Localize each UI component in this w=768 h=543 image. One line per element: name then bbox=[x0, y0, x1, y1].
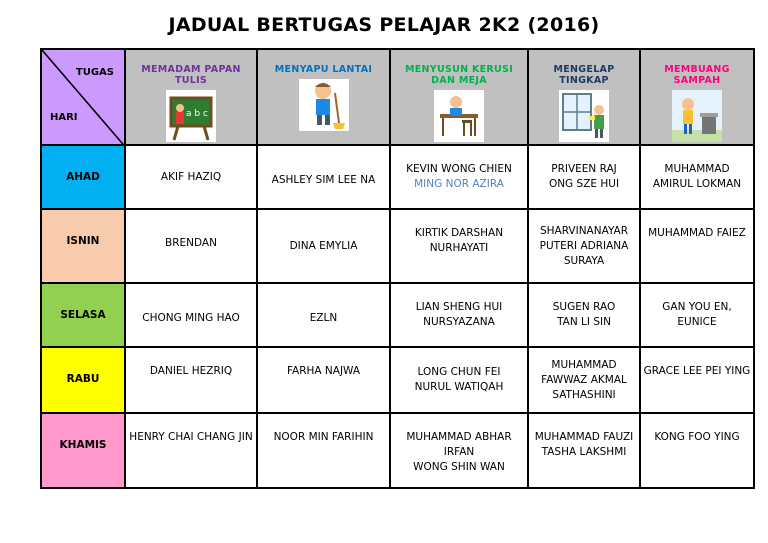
duty-label: MENYAPU LANTAI bbox=[274, 64, 373, 75]
student-name: SHARVINANAYAR bbox=[539, 224, 629, 237]
roster-cell bbox=[640, 283, 754, 347]
student-name: AKIF HAZIQ bbox=[160, 170, 222, 183]
roster-cell bbox=[257, 283, 390, 347]
student-name: KONG FOO YING bbox=[654, 431, 740, 443]
student-name: GAN YOU EN, bbox=[662, 301, 732, 313]
blackboard-cleaning-icon bbox=[166, 90, 216, 142]
roster-cell bbox=[125, 347, 257, 413]
roster-cell bbox=[125, 145, 257, 209]
student-name: SATHASHINI bbox=[552, 388, 616, 401]
roster-cell bbox=[640, 209, 754, 283]
student-name: MUHAMMAD FAUZI bbox=[534, 431, 634, 443]
student-name: FAWWAZ AKMAL bbox=[541, 373, 627, 386]
duty-header-blackboard bbox=[125, 49, 257, 145]
duty-label: MENGELAP TINGKAP bbox=[553, 64, 615, 86]
student-name: AMIRUL LOKMAN bbox=[652, 178, 742, 190]
day-row-ahad bbox=[41, 145, 754, 209]
corner-header bbox=[41, 49, 125, 145]
roster-cell bbox=[125, 413, 257, 488]
student-name: MING NOR AZIRA bbox=[414, 178, 504, 190]
roster-cell bbox=[390, 145, 528, 209]
page-title: JADUAL BERTUGAS PELAJAR 2K2 (2016) bbox=[168, 14, 600, 36]
arranging-chairs-icon bbox=[434, 90, 484, 142]
student-name: NURHAYATI bbox=[429, 242, 489, 254]
student-name: KEVIN WONG CHIEN bbox=[406, 163, 512, 175]
student-name: IRFAN bbox=[443, 446, 475, 458]
student-name: EZLN bbox=[309, 311, 338, 324]
duty-header-chairs bbox=[390, 49, 528, 145]
duty-axis-label: TUGAS bbox=[75, 67, 114, 78]
roster-cell bbox=[125, 209, 257, 283]
day-row-khamis bbox=[41, 413, 754, 488]
day-row-isnin bbox=[41, 209, 754, 283]
day-label: AHAD bbox=[41, 145, 125, 209]
duty-roster-table bbox=[40, 48, 755, 489]
day-row-rabu bbox=[41, 347, 754, 413]
roster-cell bbox=[640, 347, 754, 413]
throwing-rubbish-icon bbox=[672, 90, 722, 142]
student-name: KIRTIK DARSHAN bbox=[414, 227, 504, 239]
day-label: SELASA bbox=[41, 283, 125, 347]
student-name: TASHA LAKSHMI bbox=[541, 446, 627, 458]
roster-cell bbox=[257, 347, 390, 413]
roster-cell bbox=[528, 413, 640, 488]
student-name: MUHAMMAD ABHAR bbox=[406, 431, 512, 443]
student-name: MUHAMMAD bbox=[551, 358, 617, 371]
student-name: PUTERI ADRIANA bbox=[539, 239, 629, 252]
day-axis-label: HARI bbox=[50, 112, 78, 123]
duty-label: MEMADAM PAPAN TULIS bbox=[141, 64, 241, 86]
sweeping-floor-icon bbox=[299, 79, 349, 131]
student-name: GRACE LEE PEI YING bbox=[643, 365, 751, 377]
student-name: EUNICE bbox=[677, 316, 717, 328]
roster-cell bbox=[257, 413, 390, 488]
day-row-selasa bbox=[41, 283, 754, 347]
duty-header-window bbox=[528, 49, 640, 145]
student-name: SUGEN RAO bbox=[552, 301, 616, 313]
roster-cell bbox=[640, 413, 754, 488]
student-name: HENRY CHAI CHANG JIN bbox=[129, 431, 253, 443]
roster-cell bbox=[640, 145, 754, 209]
roster-cell bbox=[390, 413, 528, 488]
student-name: DINA EMYLIA bbox=[289, 239, 358, 252]
roster-cell bbox=[528, 145, 640, 209]
day-label: RABU bbox=[41, 347, 125, 413]
student-name: NURSYAZANA bbox=[423, 316, 495, 328]
roster-cell bbox=[390, 283, 528, 347]
student-name: MUHAMMAD FAIEZ bbox=[648, 227, 746, 239]
student-name: DANIEL HEZRIQ bbox=[149, 365, 233, 377]
header-row bbox=[41, 49, 754, 145]
roster-cell bbox=[528, 283, 640, 347]
duty-header-rubbish bbox=[640, 49, 754, 145]
student-name: ASHLEY SIM LEE NA bbox=[271, 173, 376, 186]
wiping-window-icon bbox=[559, 90, 609, 142]
day-label: ISNIN bbox=[41, 209, 125, 283]
student-name: NURUL WATIQAH bbox=[414, 381, 504, 393]
student-name: PRIVEEN RAJ bbox=[551, 163, 617, 175]
student-name: MUHAMMAD bbox=[664, 163, 730, 175]
roster-cell bbox=[528, 209, 640, 283]
roster-cell bbox=[528, 347, 640, 413]
roster-cell bbox=[125, 283, 257, 347]
student-name: CHONG MING HAO bbox=[142, 311, 240, 324]
student-name: NOOR MIN FARIHIN bbox=[273, 431, 374, 443]
roster-cell bbox=[390, 209, 528, 283]
duty-label: MENYUSUN KERUSI DAN MEJA bbox=[404, 64, 514, 86]
student-name: SURAYA bbox=[563, 254, 605, 267]
roster-cell bbox=[257, 145, 390, 209]
student-name: FARHA NAJWA bbox=[286, 365, 361, 377]
svg-text:a b c: a b c bbox=[186, 109, 208, 119]
duty-label: MEMBUANG SAMPAH bbox=[664, 64, 730, 86]
roster-cell bbox=[257, 209, 390, 283]
student-name: LONG CHUN FEI bbox=[417, 366, 501, 378]
student-name: LIAN SHENG HUI bbox=[415, 301, 503, 313]
student-name: TAN LI SIN bbox=[557, 316, 611, 328]
roster-cell bbox=[390, 347, 528, 413]
student-name: ONG SZE HUI bbox=[548, 178, 620, 190]
student-name: WONG SHIN WAN bbox=[413, 461, 505, 473]
duty-header-sweeping bbox=[257, 49, 390, 145]
student-name: BRENDAN bbox=[165, 236, 217, 249]
day-label: KHAMIS bbox=[41, 413, 125, 488]
